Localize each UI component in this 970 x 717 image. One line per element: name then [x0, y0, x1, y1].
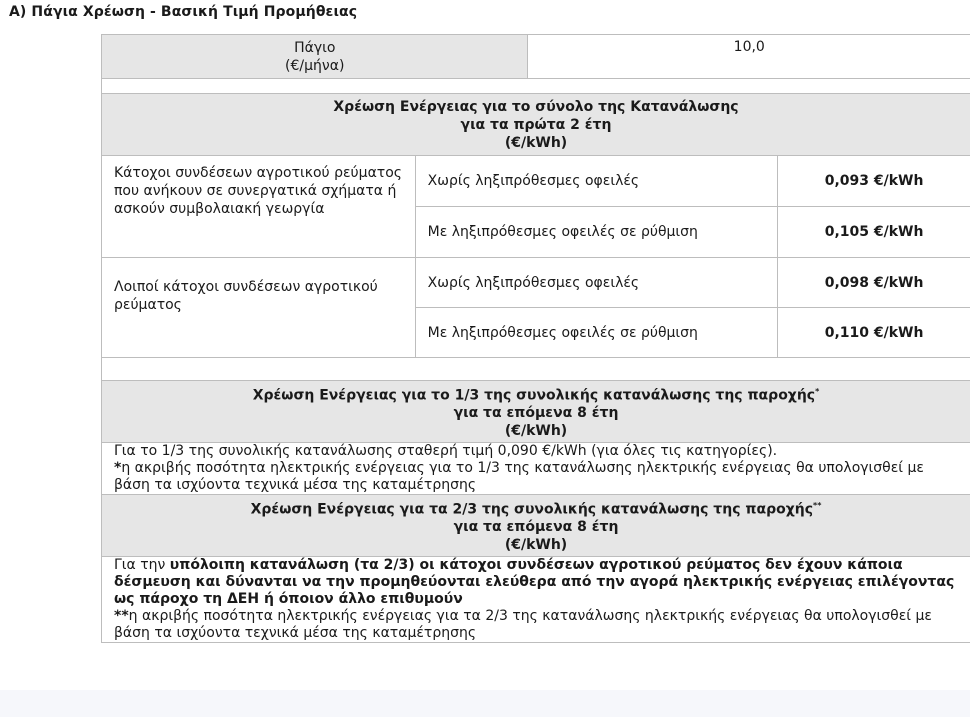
section2-header-row — [102, 381, 970, 443]
section3-title-line2: για τα επόμενα 8 έτη — [453, 519, 619, 536]
section3-title-line1 — [114, 497, 958, 519]
section1-title-line2: για τα πρώτα 2 έτη — [460, 116, 612, 133]
table-row — [102, 156, 970, 207]
condition-cell: Με ληξιπρόθεσμες οφειλές σε ρύθμιση — [415, 308, 778, 358]
condition-cell: Χωρίς ληξιπρόθεσμες οφειλές — [415, 156, 778, 207]
section3-note-line1 — [114, 557, 958, 608]
tariff-table — [101, 34, 970, 643]
category-cooperative: Κάτοχοι συνδέσεων αγροτικού ρεύματος που ανήκουν σε συνεργατικά σχήματα ή ασκούν συμβολαιακή γεωργία — [102, 156, 416, 258]
section2-note-row — [102, 443, 970, 495]
section3-title-unit: (€/kWh) — [504, 537, 568, 554]
section2-footnote-text: η ακριβής ποσότητα ηλεκτρικής ενέργειας για το 1/3 της κατανάλωσης ηλεκτρικής ενέργειας θα υπολογισθεί με βάση τα ισχύοντα τεχνικά μέσα της καταμέτρησης — [114, 460, 924, 493]
section1-title-unit: (€/kWh) — [504, 134, 568, 151]
section2-title-line1 — [114, 383, 958, 405]
section3-note-bold: υπόλοιπη κατανάλωση (τα 2/3) οι κάτοχοι συνδέσεων αγροτικού ρεύματος δεν έχουν κάποια δέσμευση και δύνανται να την προμηθεύονται ελεύθερα από την αγορά ηλεκτρικής ενέργειας επιλέγοντας ως πάροχο τη ΔΕΗ ή όποιον άλλο επιθυμούν — [114, 557, 955, 607]
section2-title-line2: για τα επόμενα 8 έτη — [453, 405, 619, 422]
fixed-charge-row — [102, 35, 970, 79]
section3-note-line2 — [114, 608, 958, 642]
section1-header-row — [102, 94, 970, 156]
section3-title — [102, 495, 970, 557]
section3-footnote-text: η ακριβής ποσότητα ηλεκτρικής ενέργειας για τα 2/3 της κατανάλωσης ηλεκτρικής ενέργειας θα υπολογισθεί με βάση τα ισχύοντα τεχνικά μέσα της καταμέτρησης — [114, 608, 932, 641]
section2-note-line2 — [114, 460, 958, 494]
fixed-charge-label-line1: Πάγιο — [294, 39, 336, 56]
condition-cell: Με ληξιπρόθεσμες οφειλές σε ρύθμιση — [415, 207, 778, 258]
section1-title-line1: Χρέωση Ενέργειας για το σύνολο της Κατανάλωσης — [333, 98, 739, 115]
section2-title-unit: (€/kWh) — [504, 423, 568, 440]
section2-title — [102, 381, 970, 443]
fixed-charge-unit: (€/μήνα) — [285, 57, 345, 74]
spacer-row — [102, 79, 970, 94]
section3-title-text: Χρέωση Ενέργειας για τα 2/3 της συνολικής κατανάλωσης της παροχής — [250, 501, 814, 518]
table-row — [102, 258, 970, 308]
price-cell: 0,105 €/kWh — [778, 207, 970, 258]
price-cell: 0,098 €/kWh — [778, 258, 970, 308]
section3-note — [102, 557, 970, 643]
section2-note-line1: Για το 1/3 της συνολικής κατανάλωσης σταθερή τιμή 0,090 €/kWh (για όλες τις κατηγορίες). — [114, 443, 778, 459]
condition-cell: Χωρίς ληξιπρόθεσμες οφειλές — [415, 258, 778, 308]
footnote-star: * — [114, 460, 122, 476]
section3-note-row — [102, 557, 970, 643]
price-cell: 0,110 €/kWh — [778, 308, 970, 358]
section3-note-prefix: Για την — [114, 557, 170, 573]
footnote-mark: ** — [813, 500, 822, 510]
section2-title-text: Χρέωση Ενέργειας για το 1/3 της συνολικής κατανάλωσης της παροχής — [252, 387, 816, 404]
section-heading: Α) Πάγια Χρέωση - Βασική Τιμή Προμήθειας — [9, 4, 358, 20]
footnote-star: ** — [114, 608, 129, 624]
section3-header-row — [102, 495, 970, 557]
footnote-mark: * — [815, 386, 820, 396]
section1-title — [102, 94, 970, 156]
category-other: Λοιποί κάτοχοι συνδέσεων αγροτικού ρεύματος — [102, 258, 416, 358]
price-cell: 0,093 €/kWh — [778, 156, 970, 207]
spacer-row — [102, 358, 970, 381]
fixed-charge-value: 10,0 — [528, 35, 970, 79]
page-footer-band — [0, 690, 970, 717]
section2-note — [102, 443, 970, 495]
fixed-charge-label — [102, 35, 528, 79]
